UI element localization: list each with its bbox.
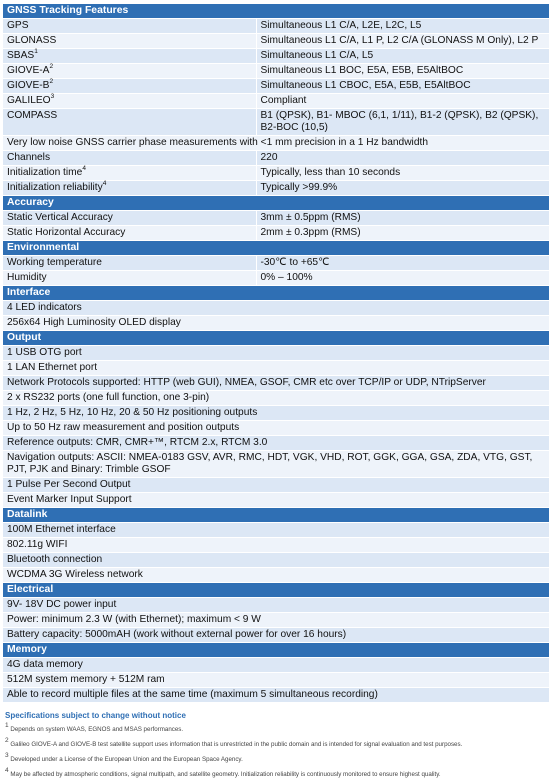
footnote [5, 766, 549, 779]
spec-row [3, 613, 549, 628]
spec-text: 4G data memory [3, 658, 549, 673]
spec-label-cell [3, 211, 256, 226]
spec-row [3, 64, 549, 79]
spec-value: Simultaneous L1 C/A, L2E, L2C, L5 [256, 19, 549, 34]
spec-row [3, 94, 549, 109]
spec-text: Power: minimum 2.3 W (with Ethernet); maximum < 9 W [3, 613, 549, 628]
section-header [3, 331, 549, 346]
section-header [3, 286, 549, 301]
section-title: GNSS Tracking Features [3, 4, 549, 19]
spec-label: COMPASS [7, 110, 58, 121]
spec-label-cell [3, 64, 256, 79]
footnote-number: 2 [5, 736, 9, 744]
section-title: Interface [3, 286, 549, 301]
spec-label-cell [3, 109, 256, 136]
spec-text: Event Marker Input Support [3, 493, 549, 508]
section-title: Electrical [3, 583, 549, 598]
spec-text: 9V- 18V DC power input [3, 598, 549, 613]
spec-label-cell [3, 94, 256, 109]
spec-value: Simultaneous L1 C/A, L1 P, L2 C/A (GLONASS M Only), L2 P [256, 34, 549, 49]
spec-value: Typically >99.9% [256, 181, 549, 196]
spec-row [3, 19, 549, 34]
spec-label-cell [3, 256, 256, 271]
spec-label-cell [3, 271, 256, 286]
footnote-text: Depends on system WAAS, EGNOS and MSAS performances. [10, 726, 184, 733]
notice: Specifications subject to change without notice [5, 711, 186, 720]
spec-row [3, 391, 549, 406]
spec-value: Compliant [256, 94, 549, 109]
footnote-text: Developed under a License of the European Union and the European Space Agency. [10, 756, 243, 763]
spec-label: Channels [7, 152, 51, 163]
spec-row [3, 316, 549, 331]
footnote [5, 751, 549, 764]
spec-value: 220 [256, 151, 549, 166]
spec-label: Static Horizontal Accuracy [7, 227, 126, 238]
spec-row [3, 211, 549, 226]
spec-text: 1 LAN Ethernet port [3, 361, 549, 376]
spec-row [3, 376, 549, 391]
spec-value: 3mm ± 0.5ppm (RMS) [256, 211, 549, 226]
spec-row [3, 406, 549, 421]
section-header [3, 196, 549, 211]
footnote-number: 4 [5, 766, 9, 774]
footnote-number: 3 [5, 751, 9, 759]
section-header [3, 583, 549, 598]
spec-label-cell [3, 226, 256, 241]
spec-row [3, 523, 549, 538]
spec-row [3, 136, 549, 151]
spec-text: Bluetooth connection [3, 553, 549, 568]
spec-row [3, 478, 549, 493]
footnote [5, 736, 549, 749]
spec-value: 0% – 100% [256, 271, 549, 286]
footnote-text: May be affected by atmospheric conditions, signal multipath, and satellite geometry. Initialization reliability is continuously monitored to ensure highest quality. [10, 771, 441, 778]
spec-value: B1 (QPSK), B1- MBOC (6,1, 1/11), B1-2 (QPSK), B2 (QPSK), B2-BOC (10,5) [256, 109, 549, 136]
spec-row [3, 226, 549, 241]
spec-label: Initialization reliability [7, 182, 103, 193]
spec-sheet [3, 0, 549, 779]
section-title: Datalink [3, 508, 549, 523]
spec-row [3, 79, 549, 94]
spec-row [3, 49, 549, 64]
spec-text: 802.11g WIFI [3, 538, 549, 553]
spec-row [3, 151, 549, 166]
spec-text: Navigation outputs: ASCII: NMEA-0183 GSV, AVR, RMC, HDT, VGK, VHD, ROT, GGK, GGA, GSA, ZDA, VTG, GST, PJT, PJK and Binary: Trimble GSOF [3, 451, 549, 478]
section-header [3, 508, 549, 523]
footnote-ref: 4 [82, 164, 86, 172]
spec-text: 4 LED indicators [3, 301, 549, 316]
footnote-ref: 4 [102, 179, 107, 187]
spec-label-cell [3, 181, 256, 196]
spec-value: Simultaneous L1 CBOC, E5A, E5B, E5AltBOC [256, 79, 549, 94]
spec-text: Battery capacity: 5000mAH (work without external power for over 16 hours) [3, 628, 549, 643]
spec-label: GALILEO [7, 95, 51, 106]
spec-table [3, 4, 549, 703]
spec-label: Working temperature [7, 257, 102, 268]
spec-text: Able to record multiple files at the same time (maximum 5 simultaneous recording) [3, 688, 549, 703]
spec-row [3, 658, 549, 673]
spec-text: Reference outputs: CMR, CMR+™, RTCM 2.x, RTCM 3.0 [3, 436, 549, 451]
spec-label: GIOVE-B [7, 80, 50, 91]
spec-label: GLONASS [7, 35, 57, 46]
spec-row [3, 271, 549, 286]
spec-label-cell [3, 79, 256, 94]
section-title: Accuracy [3, 196, 549, 211]
spec-row [3, 493, 549, 508]
spec-text: 2 x RS232 ports (one full function, one 3-pin) [3, 391, 549, 406]
spec-text: Network Protocols supported: HTTP (web GUI), NMEA, GSOF, CMR etc over TCP/IP or UDP, NTripServer [3, 376, 549, 391]
spec-label: SBAS [7, 50, 35, 61]
spec-row [3, 301, 549, 316]
footnote-ref: 1 [34, 47, 38, 55]
spec-row [3, 451, 549, 478]
spec-value: -30℃ to +65℃ [256, 256, 549, 271]
spec-value: 2mm ± 0.3ppm (RMS) [256, 226, 549, 241]
spec-label: Static Vertical Accuracy [7, 212, 113, 223]
spec-text: 100M Ethernet interface [3, 523, 549, 538]
spec-label-cell [3, 34, 256, 49]
spec-row [3, 109, 549, 136]
spec-text: 1 Hz, 2 Hz, 5 Hz, 10 Hz, 20 & 50 Hz positioning outputs [3, 406, 549, 421]
spec-row [3, 628, 549, 643]
spec-row [3, 361, 549, 376]
section-header [3, 4, 549, 19]
spec-text: WCDMA 3G Wireless network [3, 568, 549, 583]
spec-label-cell [3, 151, 256, 166]
spec-label: Humidity [7, 272, 47, 283]
spec-row [3, 568, 549, 583]
footnotes [3, 721, 549, 779]
footnote-ref: 3 [50, 92, 55, 100]
spec-text: Up to 50 Hz raw measurement and position outputs [3, 421, 549, 436]
spec-label: GPS [7, 20, 29, 31]
spec-text: 1 USB OTG port [3, 346, 549, 361]
spec-text: 256x64 High Luminosity OLED display [3, 316, 549, 331]
spec-value: Simultaneous L1 C/A, L5 [256, 49, 549, 64]
spec-row [3, 553, 549, 568]
spec-row [3, 346, 549, 361]
spec-label-cell [3, 49, 256, 64]
spec-row [3, 436, 549, 451]
spec-text: 1 Pulse Per Second Output [3, 478, 549, 493]
footnote-ref: 2 [49, 77, 54, 85]
footnote [5, 721, 549, 734]
spec-text: 512M system memory + 512M ram [3, 673, 549, 688]
spec-row [3, 166, 549, 181]
spec-row [3, 673, 549, 688]
spec-label: GIOVE-A [7, 65, 50, 76]
spec-value: Typically, less than 10 seconds [256, 166, 549, 181]
spec-row [3, 598, 549, 613]
spec-row [3, 688, 549, 703]
spec-text: Very low noise GNSS carrier phase measurements with <1 mm precision in a 1 Hz bandwidth [3, 136, 549, 151]
section-title: Output [3, 331, 549, 346]
footnote-ref: 2 [49, 62, 54, 70]
section-header [3, 241, 549, 256]
section-title: Memory [3, 643, 549, 658]
spec-row [3, 34, 549, 49]
spec-value: Simultaneous L1 BOC, E5A, E5B, E5AltBOC [256, 64, 549, 79]
footnote-number: 1 [5, 721, 9, 729]
spec-label: Initialization time [7, 167, 83, 178]
spec-label-cell [3, 166, 256, 181]
section-title: Environmental [3, 241, 549, 256]
spec-row [3, 256, 549, 271]
spec-row [3, 421, 549, 436]
spec-row [3, 538, 549, 553]
section-header [3, 643, 549, 658]
spec-row [3, 181, 549, 196]
spec-label-cell [3, 19, 256, 34]
footnote-text: Galileo GIOVE-A and GIOVE-B test satellite support uses information that is unrestricted in the public domain and is intended for signal evaluation and test purposes. [10, 741, 463, 748]
